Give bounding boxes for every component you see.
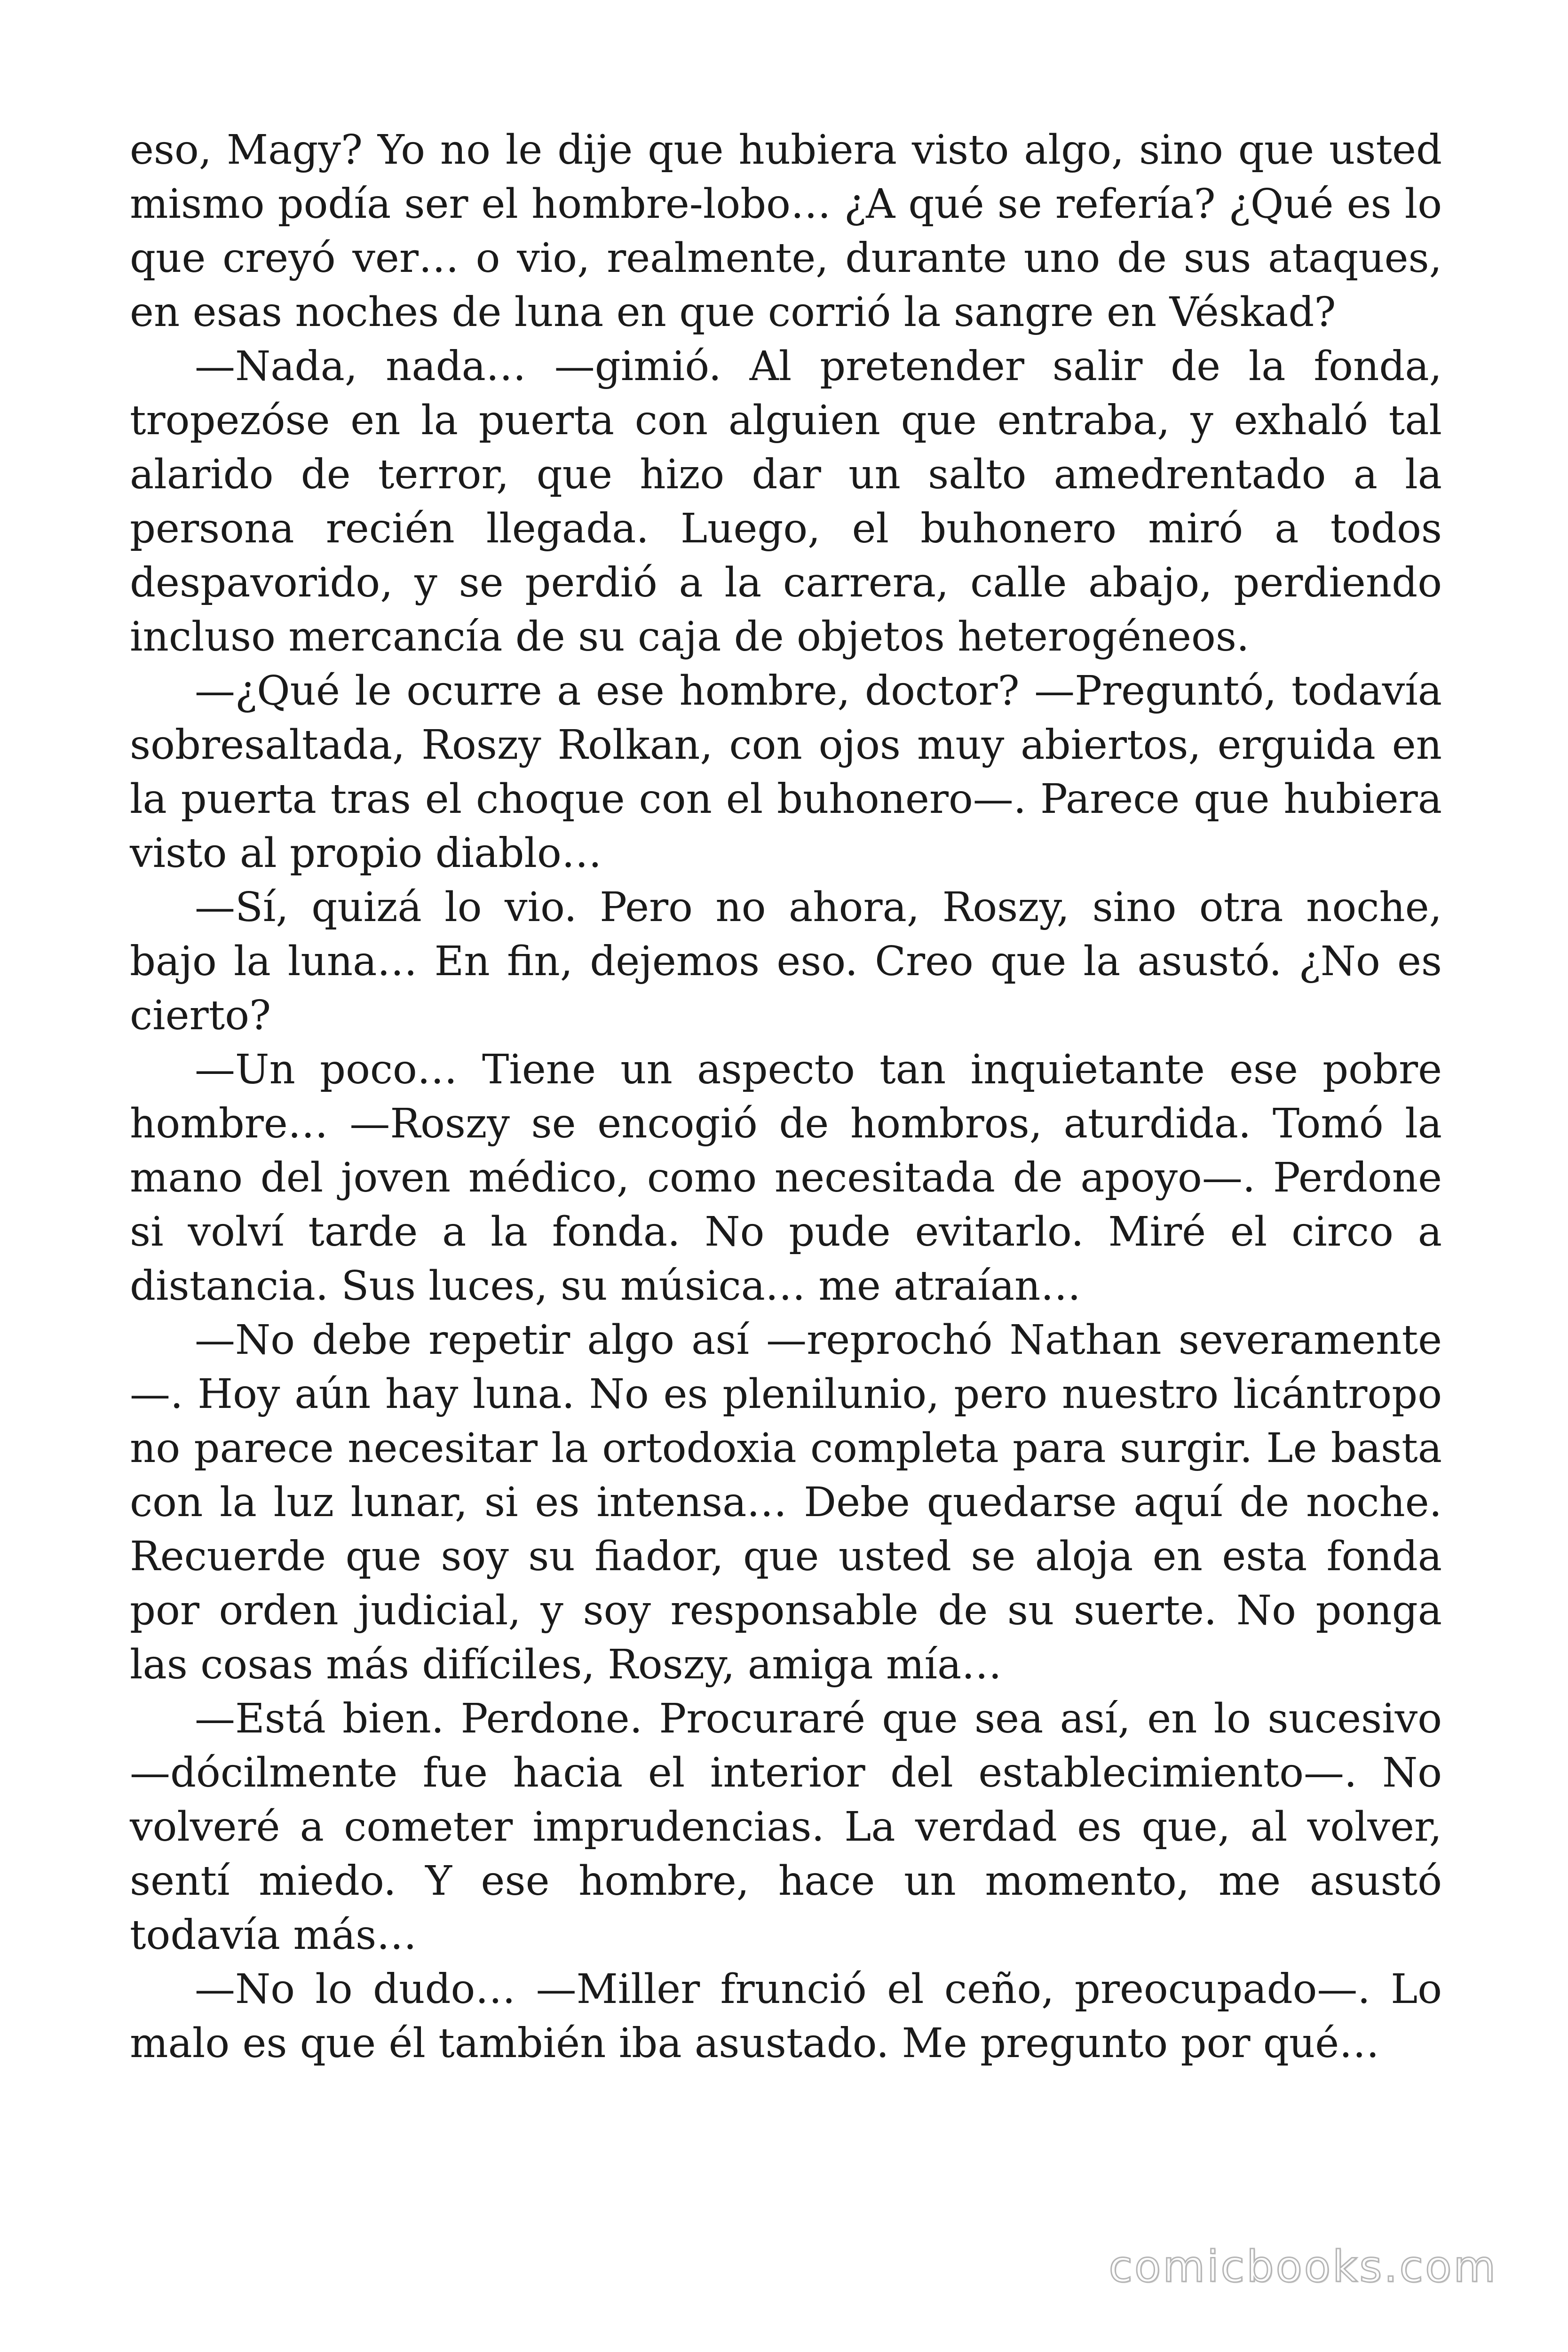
paragraph: —Nada, nada… —gimió. Al pretender salir de la fonda, tropezóse en la puerta con alguien que entraba, y exhaló tal alarido de terror, que hizo dar un salto amedrentado a la persona recién llegada. Luego, el buhonero miró a todos despavorido, y se perdió a la carrera, calle abajo, perdiendo incluso mercancía de su caja de objetos heterogéneos. bbox=[130, 343, 1442, 660]
paragraph: —No debe repetir algo así —reprochó Nathan severamente—. Hoy aún hay luna. No es plenilunio, pero nuestro licántropo no parece necesitar la ortodoxia completa para surgir. Le basta con la luz lunar, si es intensa… Debe quedarse aquí de noche. Recuerde que soy su fiador, que usted se aloja en esta fonda por orden judicial, y soy responsable de su suerte. No ponga las cosas más difíciles, Roszy, amiga mía… bbox=[130, 1317, 1442, 1688]
watermark: comicbooks.com bbox=[1109, 2241, 1497, 2292]
paragraph: —Está bien. Perdone. Procuraré que sea así, en lo sucesivo —dócilmente fue hacia el interior del establecimiento—. No volveré a cometer imprudencias. La verdad es que, al volver, sentí miedo. Y ese hombre, hace un momento, me asustó todavía más… bbox=[130, 1695, 1442, 1959]
paragraph: —No lo dudo… —Miller frunció el ceño, preocupado—. Lo malo es que él también iba asustado. Me pregunto por qué… bbox=[130, 1966, 1442, 2067]
body-text bbox=[130, 123, 1442, 2071]
paragraph: —Un poco… Tiene un aspecto tan inquietante ese pobre hombre… —Roszy se encogió de hombros, aturdida. Tomó la mano del joven médico, como necesitada de apoyo—. Perdone si volví tarde a la fonda. No pude evitarlo. Miré el circo a distancia. Sus luces, su música… me atraían… bbox=[130, 1046, 1442, 1310]
paragraph: —¿Qué le ocurre a ese hombre, doctor? —Preguntó, todavía sobresaltada, Roszy Rolkan, con ojos muy abiertos, erguida en la puerta tras el choque con el buhonero—. Parece que hubiera visto al propio diablo… bbox=[130, 667, 1442, 877]
paragraph: —Sí, quizá lo vio. Pero no ahora, Roszy, sino otra noche, bajo la luna… En fin, dejemos eso. Creo que la asustó. ¿No es cierto? bbox=[130, 884, 1442, 1039]
paragraph: eso, Magy? Yo no le dije que hubiera visto algo, sino que usted mismo podía ser el hombre-lobo… ¿A qué se refería? ¿Qué es lo que creyó ver… o vio, realmente, durante uno de sus ataques, en esas noches de luna en que corrió la sangre en Véskad? bbox=[130, 127, 1442, 336]
